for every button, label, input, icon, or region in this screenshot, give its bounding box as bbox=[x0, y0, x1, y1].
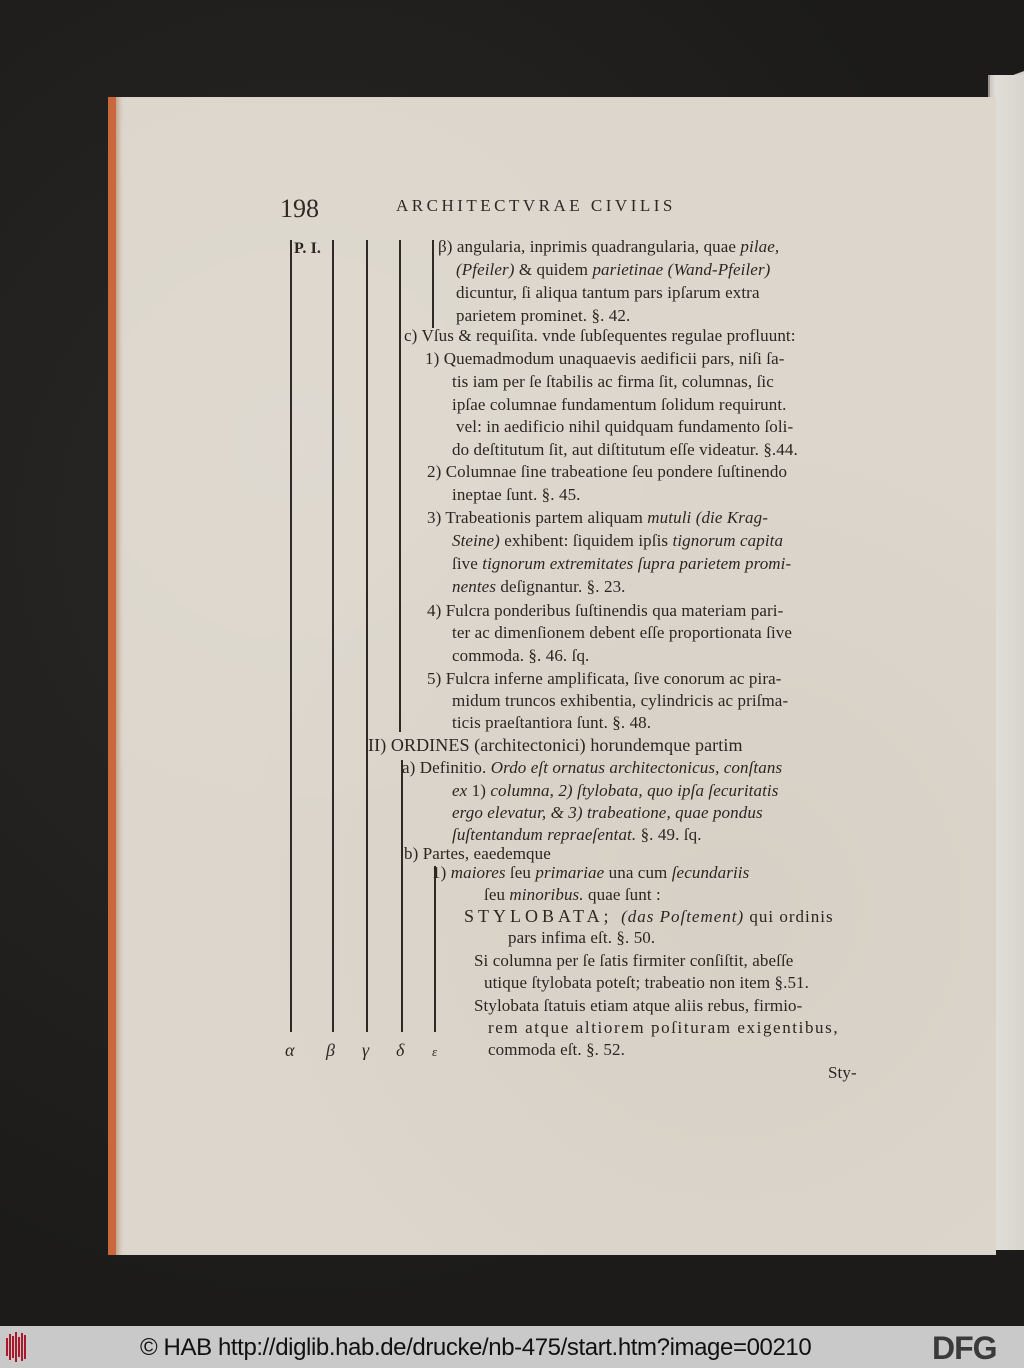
text-line: ipſae columnae fundamentum ſolidum requirunt. bbox=[452, 395, 787, 414]
text-line: midum truncos exhibentia, cylindricis ac priſma- bbox=[452, 691, 789, 710]
section-mark: P. I. bbox=[294, 240, 322, 257]
text-line: 1) maiores ſeu primariae una cum ſecundariis bbox=[432, 863, 750, 882]
marker-alpha: α bbox=[285, 1040, 295, 1060]
text-line: ter ac dimenſionem debent eſſe proportionata ſive bbox=[452, 623, 793, 642]
outline-line-alpha bbox=[290, 240, 292, 1032]
text-line: pars infima eſt. §. 50. bbox=[508, 928, 656, 947]
copyright-url[interactable]: © HAB http://diglib.hab.de/drucke/nb-475/start.htm?image=00210 bbox=[140, 1334, 812, 1361]
text-line: ergo elevatur, & 3) trabeatione, quae pondus bbox=[452, 803, 763, 822]
marker-beta: β bbox=[326, 1040, 335, 1060]
outline-line-beta-block bbox=[432, 240, 434, 328]
catchword: Sty- bbox=[828, 1063, 857, 1082]
text-line: ineptae ſunt. §. 45. bbox=[452, 485, 581, 504]
text-line: a) Definitio. Ordo eſt ornatus architectonicus, conſtans bbox=[402, 758, 783, 777]
text-line: ſuſtentandum repraeſentat. §. 49. ſq. bbox=[452, 825, 702, 844]
text-line: 3) Trabeationis partem aliquam mutuli (die Krag- bbox=[427, 508, 768, 527]
text-line: ex 1) columna, 2) ſtylobata, quo ipſa ſecuritatis bbox=[452, 781, 779, 800]
text-line: do deſtitutum ſit, aut diſtitutum eſſe videatur. §.44. bbox=[452, 440, 798, 459]
text-line: commoda. §. 46. ſq. bbox=[452, 646, 590, 665]
heading-ordines: II) ORDINES (architectonici) horundemque partim bbox=[368, 735, 743, 755]
text-line: ticis praeſtantiora ſunt. §. 48. bbox=[452, 713, 652, 732]
text-line: b) Partes, eaedemque bbox=[404, 844, 551, 863]
text-line: Stylobata ſtatuis etiam atque aliis rebus, firmio- bbox=[474, 996, 803, 1015]
footer-bar bbox=[0, 1326, 1024, 1368]
text-line: (Pfeiler) & quidem parietinae (Wand-Pfeiler) bbox=[456, 260, 771, 279]
text-line: parietem prominet. §. 42. bbox=[456, 306, 631, 325]
text-line: nentes deſignantur. §. 23. bbox=[452, 577, 626, 596]
text-line: Steine) exhibent: ſiquidem ipſis tignorum capita bbox=[452, 531, 784, 550]
text-line: vel: in aedificio nihil quidquam fundamento ſoli- bbox=[456, 417, 794, 436]
marker-delta: δ bbox=[396, 1040, 405, 1060]
text-line: rem atque altiorem poſituram exigentibus, bbox=[488, 1018, 840, 1037]
marker-epsilon: ε bbox=[432, 1044, 438, 1059]
running-title: ARCHITECTVRAE CIVILIS bbox=[396, 196, 676, 215]
text-line: 2) Columnae ſine trabeatione ſeu pondere ſuſtinendo bbox=[427, 462, 788, 481]
text-line: ſive tignorum extremitates ſupra parietem promi- bbox=[452, 554, 792, 573]
text-line: 4) Fulcra ponderibus ſuſtinendis qua materiam pari- bbox=[427, 601, 784, 620]
text-line: tis iam per ſe ſtabilis ac firma ſit, columnas, ſic bbox=[452, 372, 774, 391]
text-line: 1) Quemadmodum unaquaevis aedificii pars, niſi ſa- bbox=[425, 349, 785, 368]
outline-line-delta bbox=[399, 240, 401, 732]
text-line: 5) Fulcra inferne amplificata, ſive conorum ac pira- bbox=[427, 669, 782, 688]
page-number: 198 bbox=[280, 194, 319, 223]
text-line: dicuntur, ſi aliqua tantum pars ipſarum extra bbox=[456, 283, 760, 302]
text-line: c) Vſus & requiſita. vnde ſubſequentes regulae profluunt: bbox=[404, 326, 796, 345]
text-line: ſeu minoribus. quae ſunt : bbox=[484, 885, 661, 904]
outline-line-epsilon bbox=[434, 866, 436, 1032]
outline-line-delta-2 bbox=[401, 760, 403, 1032]
dfg-logo: DFG bbox=[932, 1330, 997, 1366]
heading-stylobata: STYLOBATA; (das Poſtement) qui ordinis bbox=[464, 906, 834, 926]
text-line: commoda eſt. §. 52. bbox=[488, 1040, 625, 1059]
hab-logo-icon bbox=[6, 1332, 26, 1362]
outline-line-beta bbox=[332, 240, 334, 1032]
text-line: Si columna per ſe ſatis firmiter conſiſtit, abeſſe bbox=[474, 951, 794, 970]
text-line: utique ſtylobata poteſt; trabeatio non item §.51. bbox=[484, 973, 809, 992]
marker-gamma: γ bbox=[362, 1040, 370, 1060]
outline-line-gamma bbox=[366, 240, 368, 1032]
text-line: β) angularia, inprimis quadrangularia, quae pilae, bbox=[438, 237, 780, 256]
